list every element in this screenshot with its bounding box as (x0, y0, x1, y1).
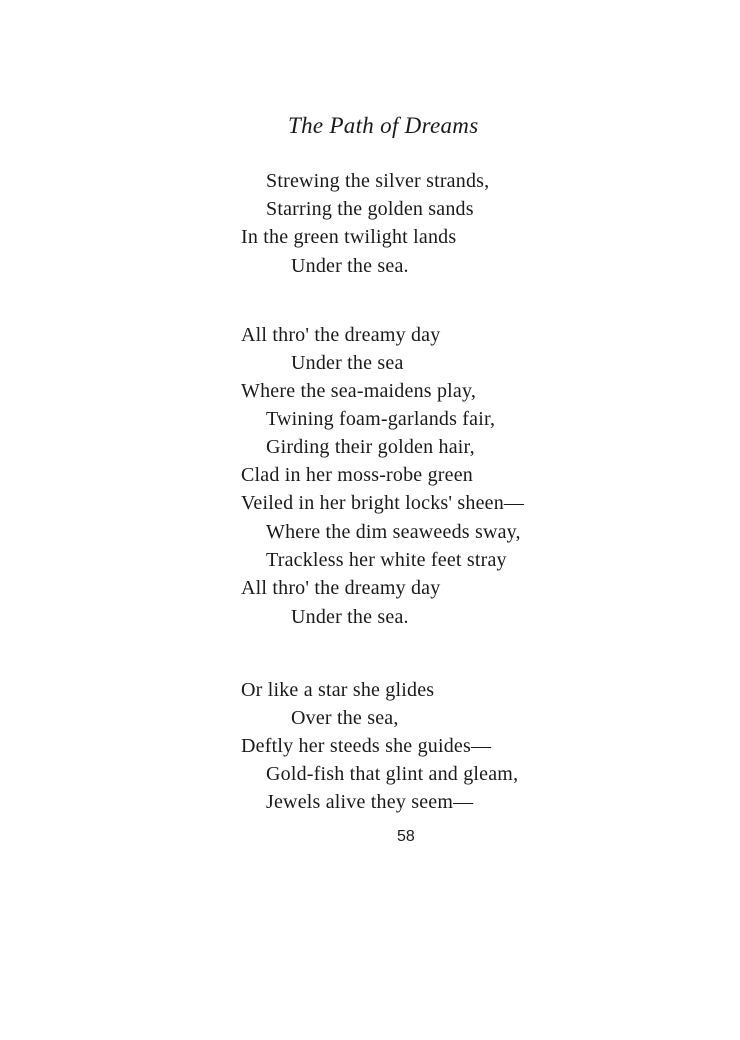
poem-line: Under the sea. (291, 606, 409, 628)
poem-line: Where the sea-maidens play, (241, 380, 477, 402)
poem-line: In the green twilight lands (241, 226, 457, 248)
poem-line: All thro' the dreamy day (241, 577, 441, 599)
poem-line: Veiled in her bright locks' sheen— (241, 492, 525, 514)
poem-line: Under the sea (291, 352, 404, 374)
poem-line: Strewing the silver strands, (266, 170, 490, 192)
poem-line: Clad in her moss-robe green (241, 464, 474, 486)
poem-line: Twining foam-garlands fair, (266, 408, 496, 430)
running-head: The Path of Dreams (288, 113, 479, 138)
poem-line: Trackless her white feet stray (266, 549, 507, 571)
poem-line: Deftly her steeds she guides— (241, 735, 492, 757)
poem-line: Jewels alive they seem— (266, 791, 474, 813)
poem-line: Or like a star she glides (241, 679, 435, 701)
poem-line: All thro' the dreamy day (241, 324, 441, 346)
poem-line: Under the sea. (291, 255, 409, 277)
poem-line: Over the sea, (291, 707, 399, 729)
poem-line: Where the dim seaweeds sway, (266, 521, 521, 543)
page-number: 58 (397, 828, 415, 845)
poem-line: Gold-fish that glint and gleam, (266, 763, 519, 785)
poem-line: Girding their golden hair, (266, 436, 475, 458)
poem-line: Starring the golden sands (266, 198, 474, 220)
